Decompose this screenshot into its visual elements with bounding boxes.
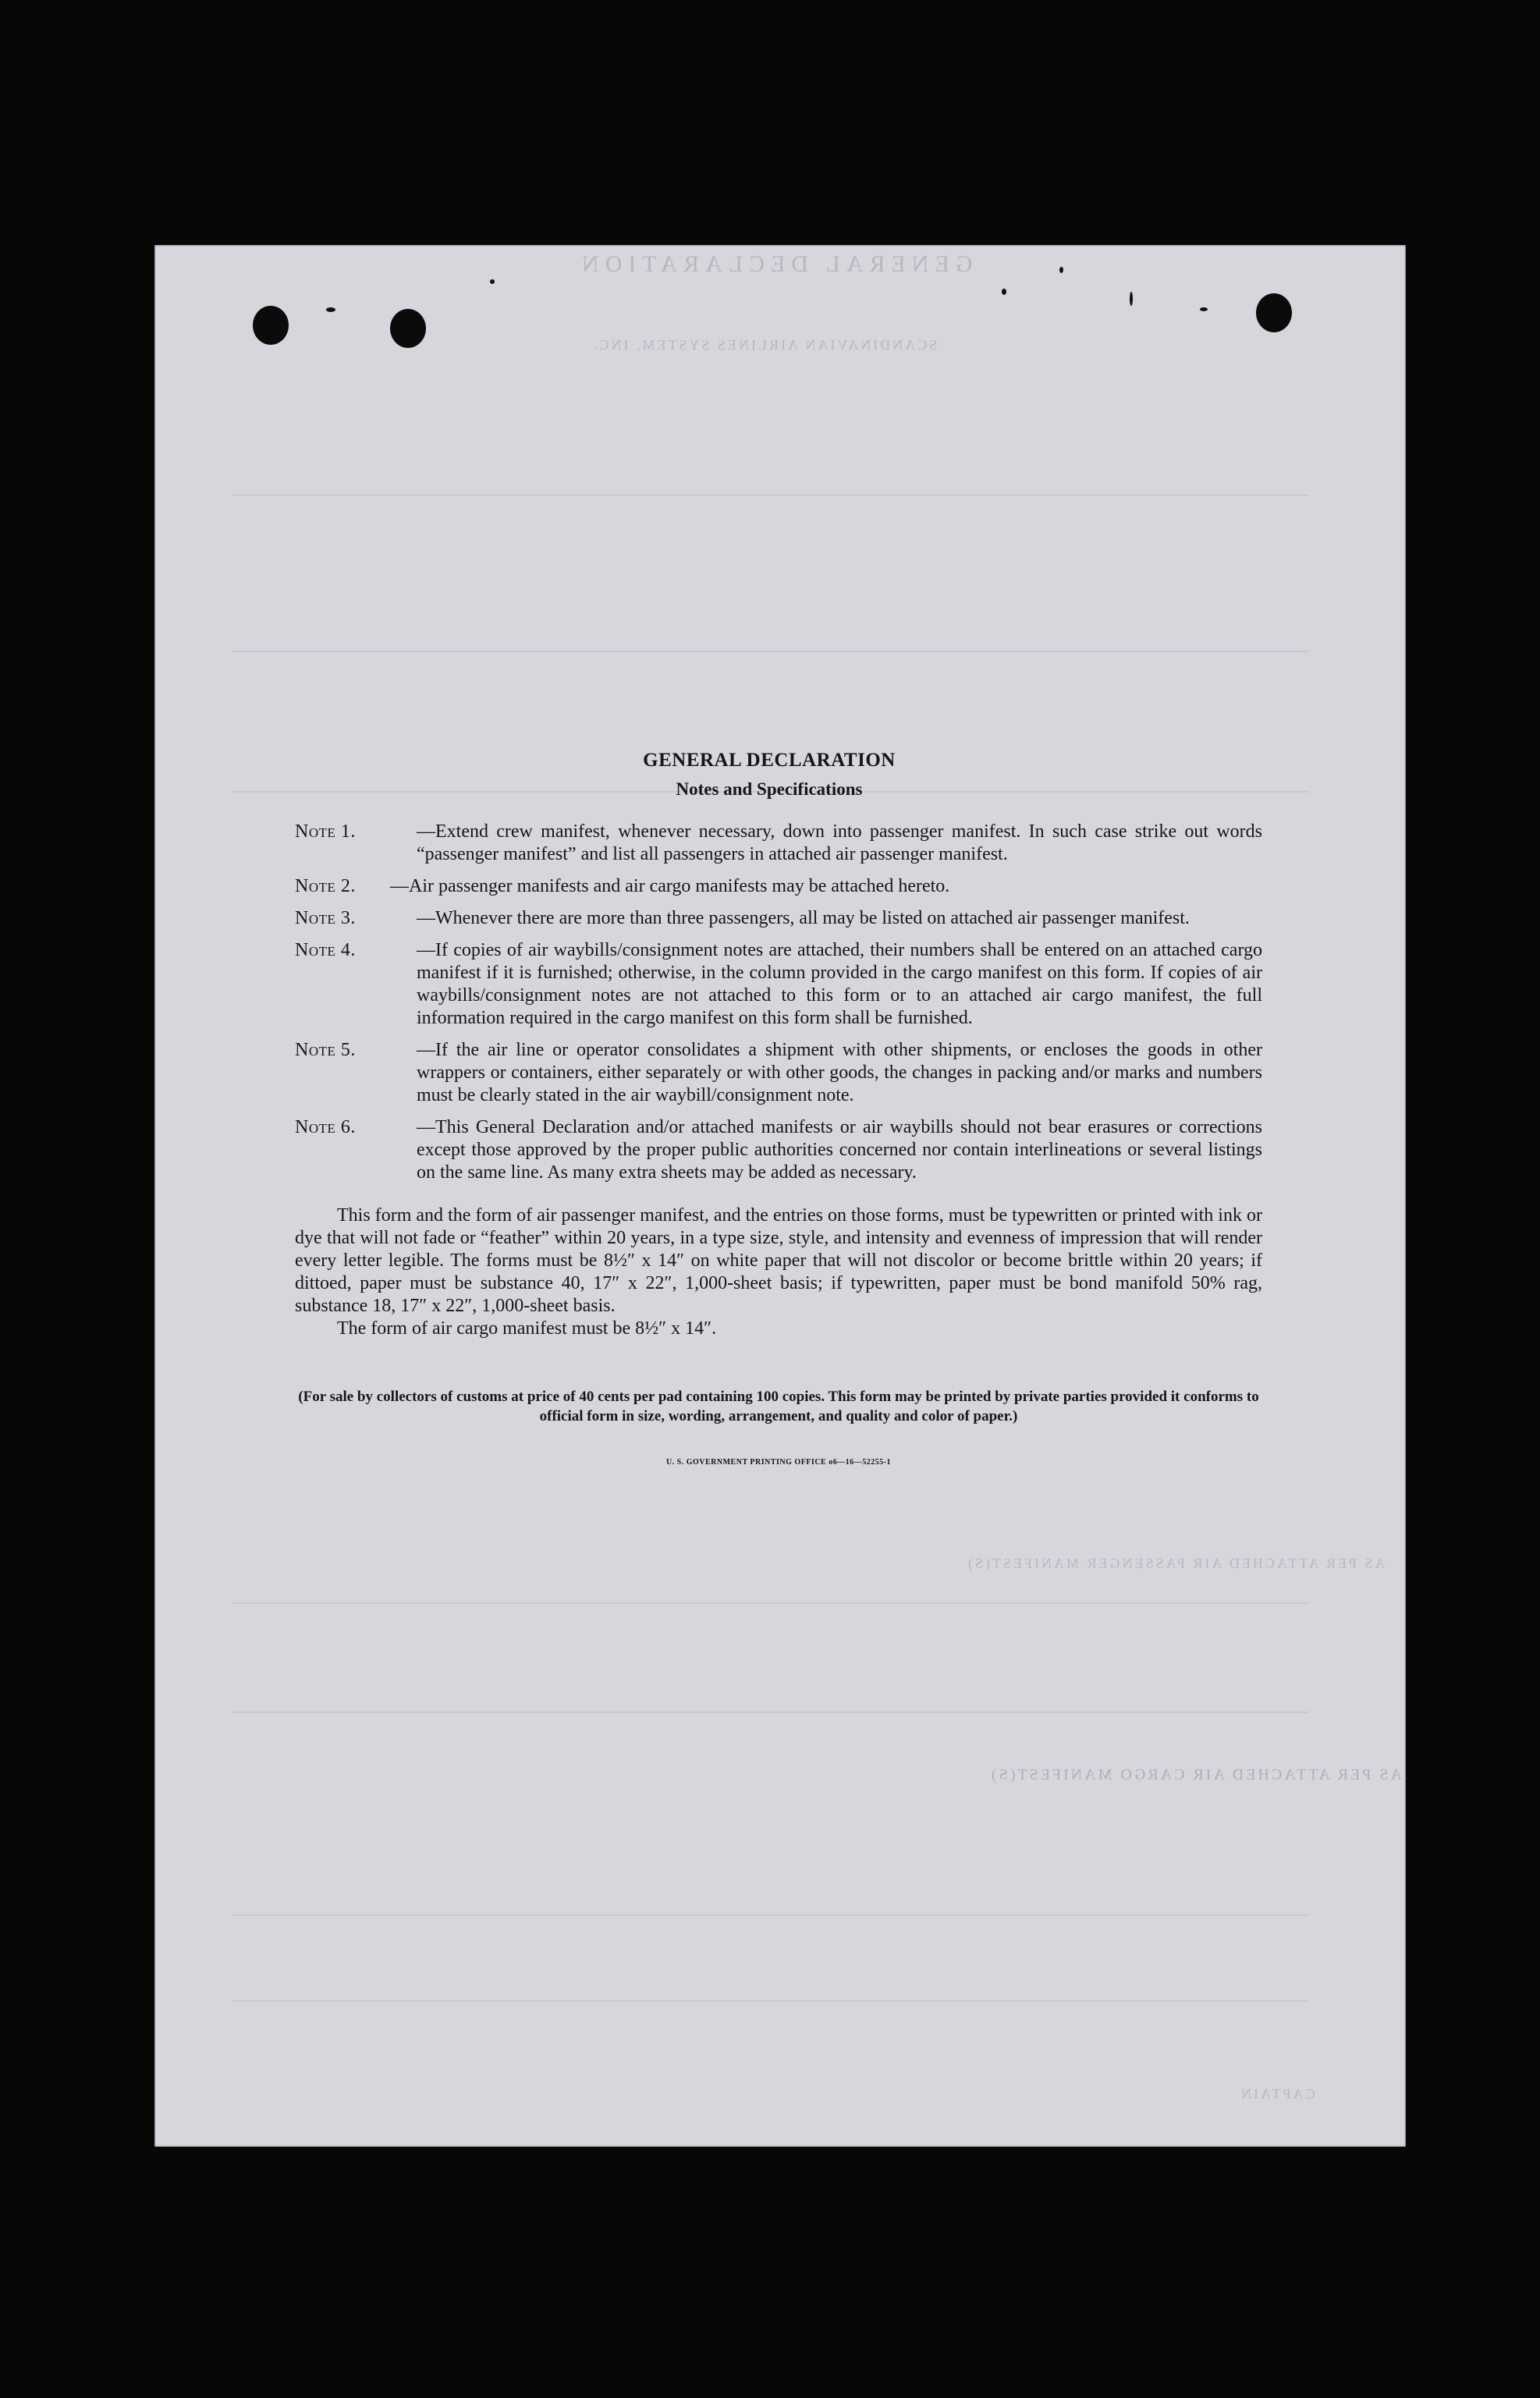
note-text: —Whenever there are more than three passengers, all may be listed on attached air passenger manifest. (417, 908, 1190, 928)
punch-hole-left (253, 306, 289, 345)
sale-notice: (For sale by collectors of customs at price of 40 cents per pad containing 100 copies. This form may be printed by private parties provided it conforms to official form in size, wording, arrangement, and quality and color of paper.) (298, 1389, 1259, 1424)
bleed-through-captain: CAPTAIN (1239, 2086, 1315, 2102)
note-text: —If the air line or operator consolidates a shipment with other shipments, or encloses the goods in other wrappers or containers, either separately or with other goods, the changes in packing and/or marks and numbers must be clearly stated in the air waybill/consignment note. (417, 1040, 1262, 1105)
speck (1002, 289, 1006, 295)
bleed-through-airline: SCANDINAVIAN AIRLINES SYSTEM, INC. (591, 337, 938, 353)
note-label: Note 3. (295, 908, 356, 928)
note-text: —Air passenger manifests and air cargo manifests may be attached hereto. (390, 876, 950, 896)
notes-and-specifications (295, 749, 1262, 1474)
note-label: Note 6. (295, 1117, 356, 1137)
printer-imprint: U. S. GOVERNMENT PRINTING OFFICE o6—16—52255-1 (665, 1458, 892, 1467)
note-label: Note 4. (295, 940, 356, 960)
note-text: —If copies of air waybills/consignment notes are attached, their numbers shall be entered on an attached cargo manifest if it is furnished; otherwise, in the column provided in the cargo manifest on this form. If copies of air waybills/consignment notes are not attached to this form or to an attached air cargo manifest, the full information required in the cargo manifest on this form shall be furnished. (417, 940, 1262, 1028)
note-text: —Extend crew manifest, whenever necessary, down into passenger manifest. In such case strike out words “passenger manifest” and list all passengers in attached air passenger manifest. (417, 821, 1262, 864)
note-label: Note 1. (295, 821, 356, 842)
speck (1200, 307, 1208, 311)
note-label: Note 2. (295, 876, 356, 896)
note-2 (295, 875, 1262, 898)
note-1 (295, 821, 1262, 866)
form-specifications: This form and the form of air passenger manifest, and the entries on those forms, must be typewritten or printed with ink or dye that will not fade or “feather” within 20 years, in a type size, style, and intensity and evenness of impression that will render every letter legible. The forms must be 8½″ x 14″ on white paper that will not discolor or become brittle within 20 years; if dittoed, paper must be substance 40, 17″ x 22″, 1,000-sheet basis; if typewritten, paper must be bond manifold 50% rag, substance 18, 17″ x 22″, 1,000-sheet basis. (295, 1205, 1262, 1316)
bleed-through-passenger-stamp: AS PER ATTACHED AIR PASSENGER MANIFEST(S) (966, 1556, 1386, 1571)
cargo-manifest-size: The form of air cargo manifest must be 8½″ x 14″. (337, 1318, 717, 1339)
note-text: —This General Declaration and/or attached manifests or air waybills should not bear erasures or corrections except those approved by the proper public authorities concerned nor contain interlineations or several listings on the same line. As many extra sheets may be added as necessary. (417, 1117, 1262, 1183)
note-label: Note 5. (295, 1040, 356, 1060)
page-title: GENERAL DECLARATION (643, 750, 896, 771)
speck (326, 307, 335, 312)
punch-hole-center (390, 309, 426, 348)
note-4 (295, 939, 1262, 1030)
bleed-through-cargo-stamp: AS PER ATTACHED AIR CARGO MANIFEST(S) (989, 1766, 1402, 1783)
note-5 (295, 1039, 1262, 1107)
punch-hole-right (1256, 293, 1292, 332)
speck (1130, 292, 1133, 306)
page-subtitle: Notes and Specifications (676, 779, 863, 799)
note-6 (295, 1116, 1262, 1184)
note-3 (295, 907, 1262, 930)
bleed-through-title: GENERAL DECLARATION (576, 251, 973, 277)
speck (1059, 267, 1063, 273)
speck (490, 279, 495, 284)
